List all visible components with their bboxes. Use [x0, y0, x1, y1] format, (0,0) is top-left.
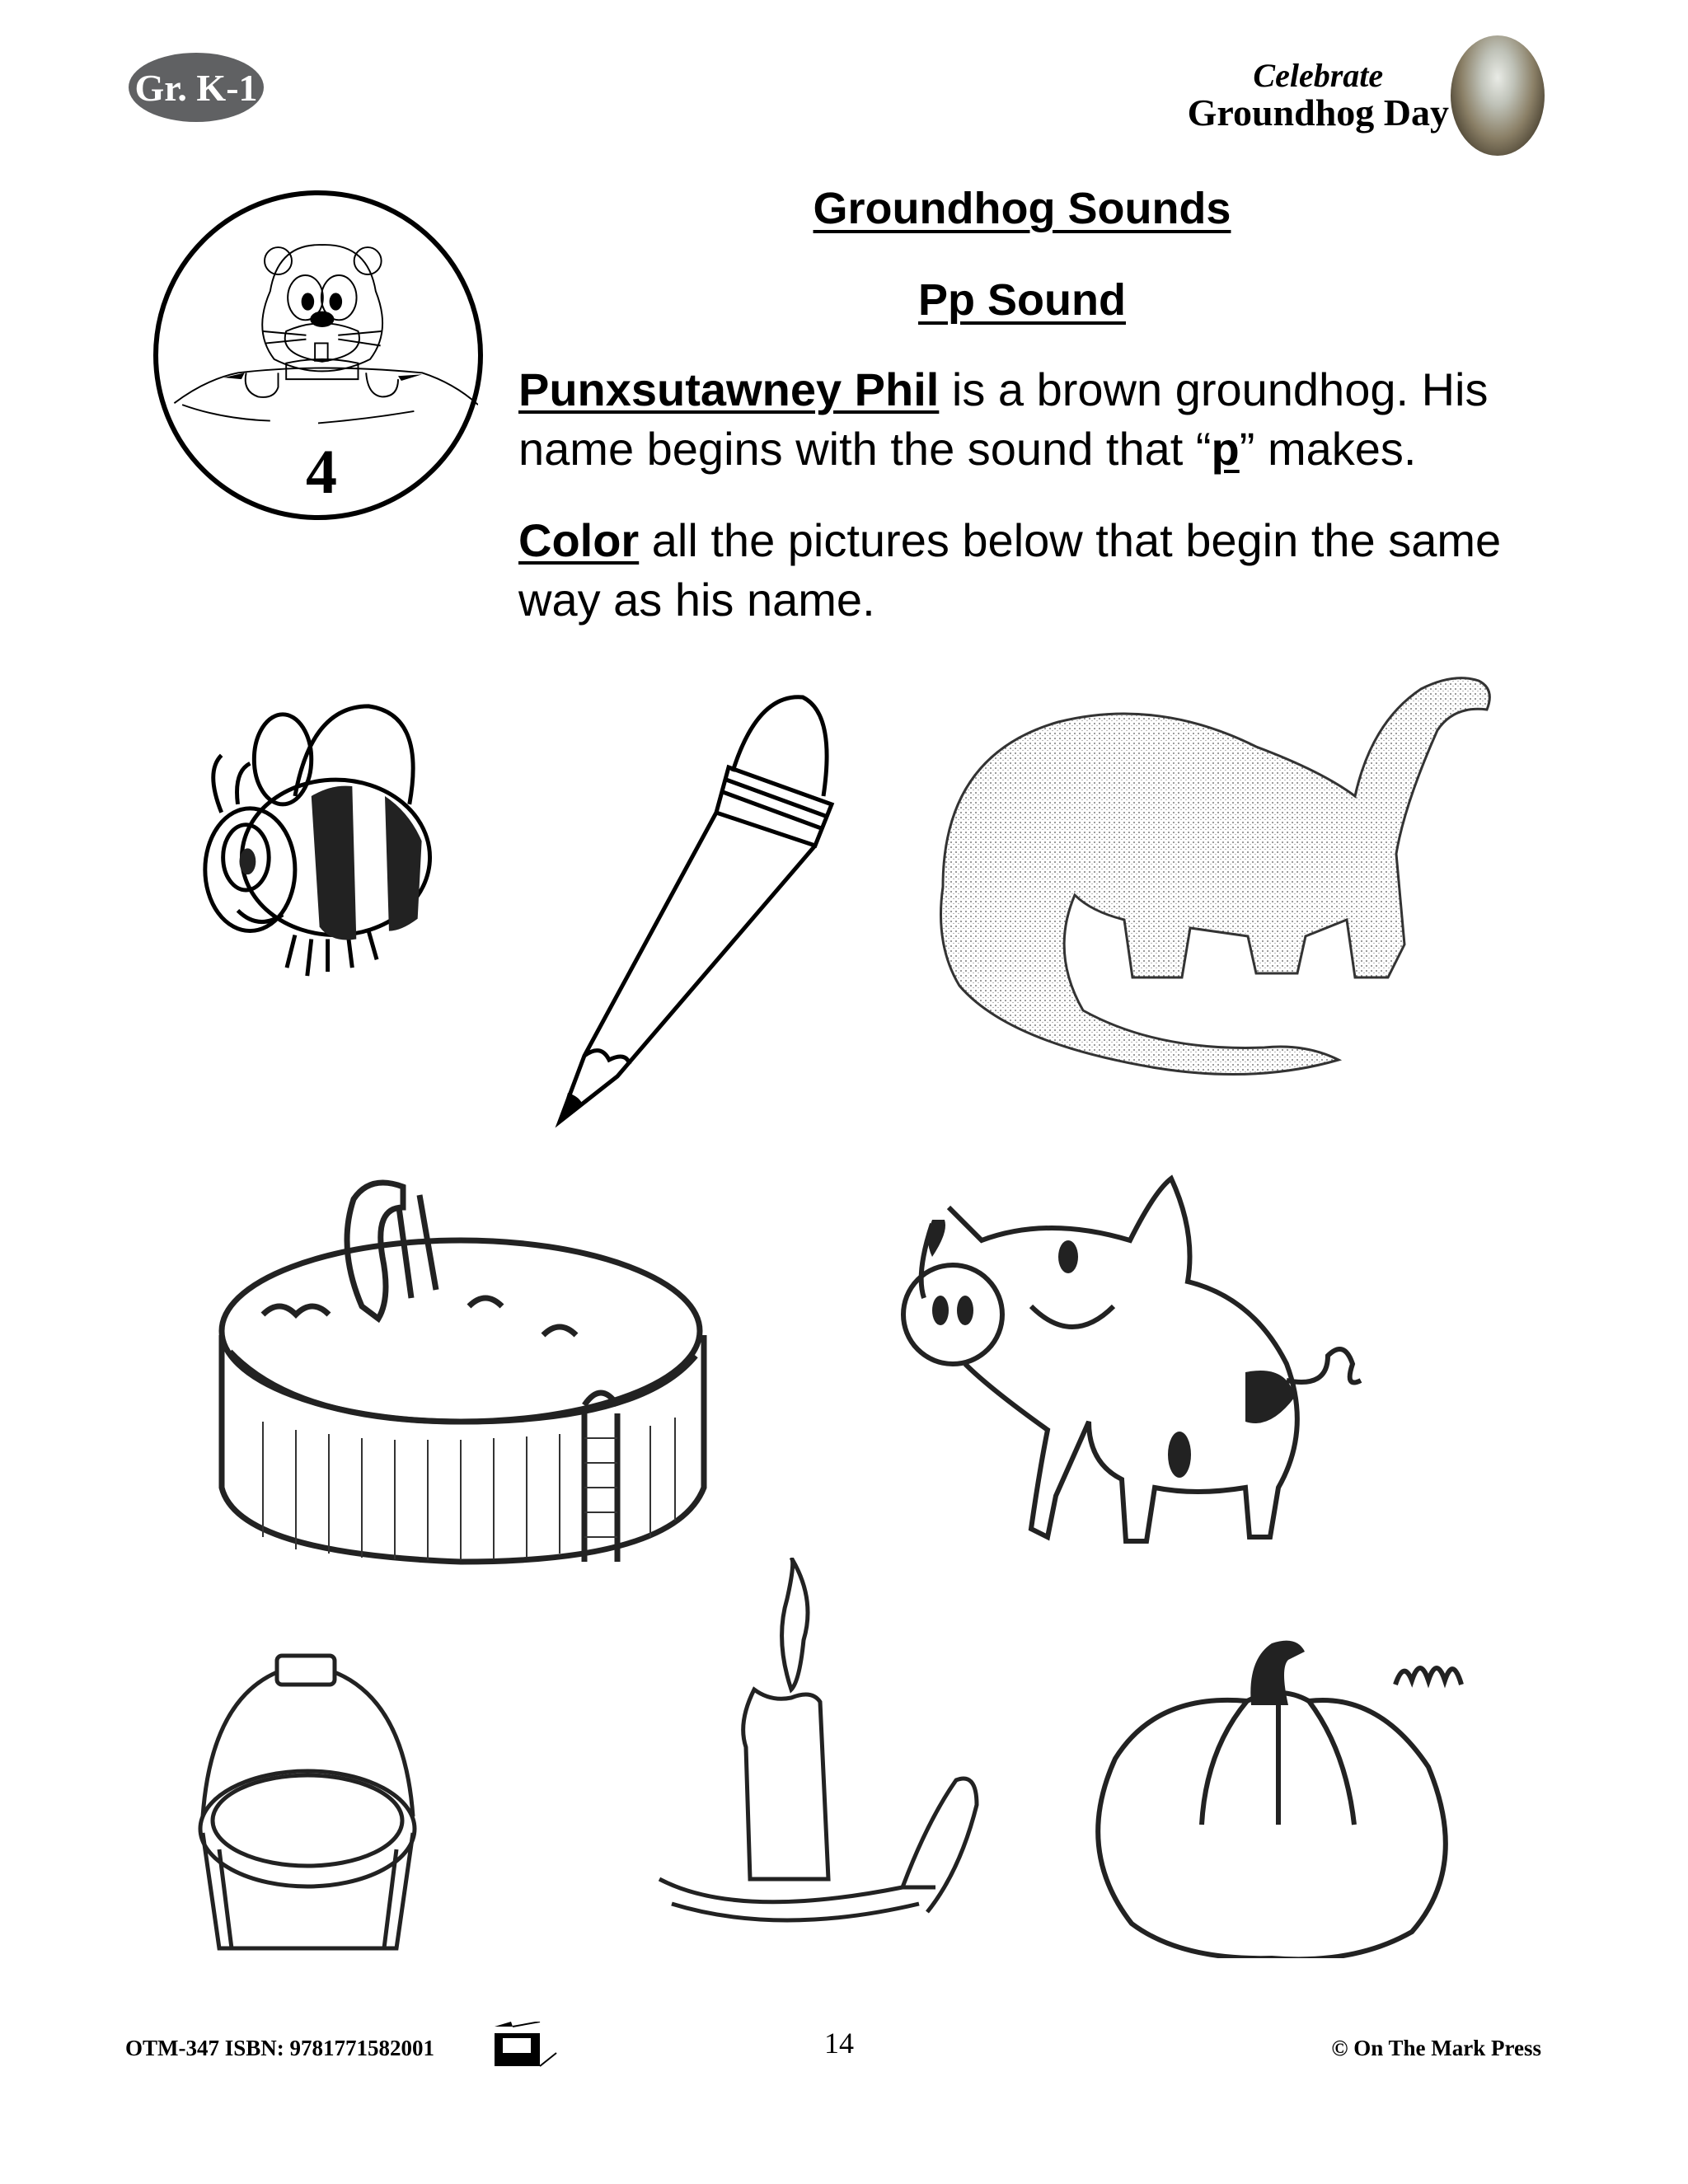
photocopier-icon	[495, 2022, 593, 2068]
page-number: 14	[824, 2027, 854, 2060]
pool-icon	[213, 1174, 710, 1583]
page-subtitle: Pp Sound	[918, 275, 1126, 325]
picture-bee[interactable]	[189, 696, 483, 986]
color-word: Color	[518, 514, 640, 566]
instruction-text: all the pictures below that begin the same way as his name.	[518, 514, 1502, 626]
dinosaur-icon	[910, 673, 1496, 1084]
book-code: OTM-347 ISBN: 9781771582001	[125, 2036, 435, 2060]
series-line-1: Celebrate	[1253, 57, 1384, 94]
copyright: © On The Mark Press	[1331, 2036, 1541, 2060]
intro-text-b: ” makes.	[1239, 423, 1417, 475]
pencil-icon	[551, 689, 869, 1128]
series-title	[1188, 59, 1449, 132]
groundhog-photo-icon	[1451, 35, 1545, 156]
grade-badge	[129, 53, 264, 122]
letter-p: p	[1211, 423, 1240, 475]
instruction-paragraph	[518, 511, 1557, 630]
pail-icon	[186, 1652, 428, 1958]
page-title: Groundhog Sounds	[813, 184, 1231, 233]
pig-icon	[883, 1174, 1420, 1562]
picture-dinosaur[interactable]	[910, 673, 1496, 1084]
picture-pig[interactable]	[883, 1174, 1420, 1562]
lesson-number: 4	[306, 438, 337, 507]
picture-pail[interactable]	[186, 1652, 428, 1958]
pumpkin-icon	[1082, 1635, 1475, 1958]
series-line-2: Groundhog Day	[1187, 91, 1449, 134]
intro-text-a: is a brown groundhog. His name begins with the sound that “	[518, 363, 1489, 475]
picture-pool[interactable]	[213, 1174, 710, 1583]
intro-paragraph	[518, 360, 1557, 479]
bee-icon	[189, 696, 483, 986]
picture-pumpkin[interactable]	[1082, 1635, 1475, 1958]
grade-label: Gr. K-1	[134, 66, 258, 109]
groundhog-name: Punxsutawney Phil	[518, 363, 940, 415]
picture-candle[interactable]	[655, 1558, 993, 1944]
picture-pencil[interactable]	[551, 689, 869, 1128]
candle-icon	[655, 1558, 993, 1944]
